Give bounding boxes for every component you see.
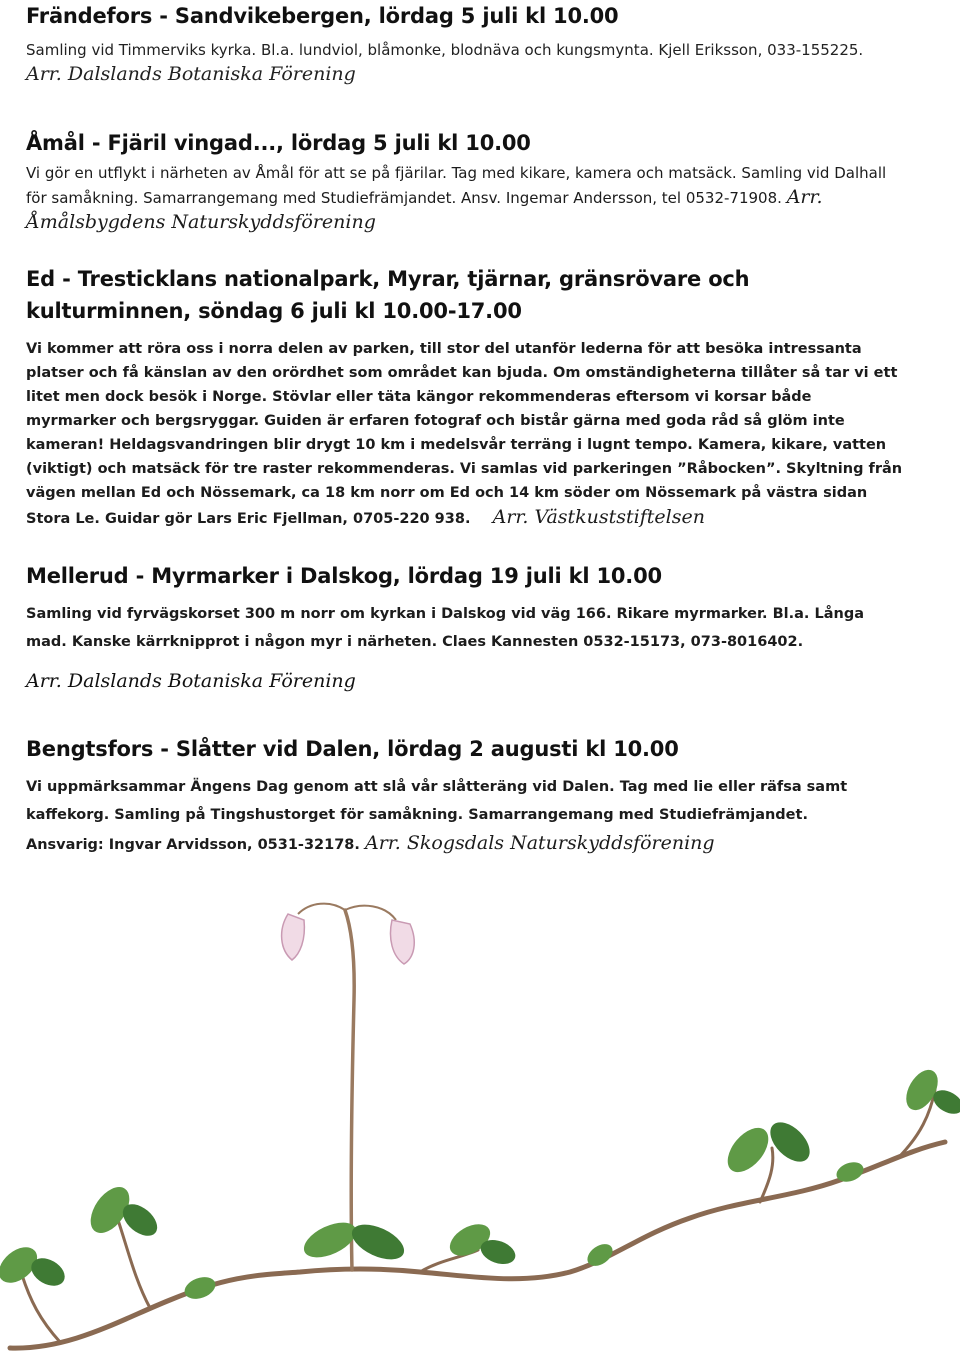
event-organizer: Arr. Dalslands Botaniska Förening — [26, 63, 356, 85]
linnaea-borealis-twinflower-drawing — [0, 880, 960, 1362]
bell-flower — [282, 914, 305, 960]
event-description — [26, 600, 896, 656]
leaf-cluster — [0, 1064, 960, 1302]
event-description — [26, 773, 876, 859]
event-heading: Åmål - Fjäril vingad..., lördag 5 juli kl 10.00 — [26, 131, 531, 155]
event-heading: Mellerud - Myrmarker i Dalskog, lördag 19 juli kl 10.00 — [26, 564, 662, 588]
event-body: Vi kommer att röra oss i norra delen av parken, till stor del utanför lederna för att besöka intressanta platser och få känslan av den orördhet som området kan bjuda. Om omständigheterna tillåter så tar vi ett litet men dock besök i Norge. Stövlar eller täta kängor rekommenderas eftersom vi korsar både myrmarker och bergsryggar. Guiden är erfaren fotograf och bistår gärna med goda råd så glöm inte kameran! Heldagsvandringen blir drygt 10 km i medelsvår terräng i lugnt tempo. Kamera, kikare, vatten (viktigt) och matsäck för tre raster rekommenderas. Vi samlas vid parkeringen ”Råbocken”. Skyltning från vägen mellan Ed och Nössemark, ca 18 km norr om Ed och 14 km söder om Nössemark på västra sidan Stora Le. Guidar gör Lars Eric Fjellman, 0705-220 938. — [26, 341, 903, 527]
event-body: Vi uppmärksammar Ängens Dag genom att slå vår slåtteräng vid Dalen. Tag med lie eller räfsa samt kaffekorg. Samling på Tingshustorget för samåkning. Samarrangemang med Studiefrämjandet. Ansvarig: Ingvar Arvidsson, 0531-32178. — [26, 779, 848, 853]
event-heading: Frändefors - Sandvikebergen, lördag 5 juli kl 10.00 — [26, 4, 619, 28]
event-organizer: Arr. Västkuststiftelsen — [492, 506, 705, 528]
event-organizer: Arr. Dalslands Botaniska Förening — [26, 670, 356, 692]
event-heading: Bengtsfors - Slåtter vid Dalen, lördag 2 augusti kl 10.00 — [26, 737, 679, 761]
flower-stalk — [345, 910, 354, 1270]
pedicel — [298, 904, 345, 914]
event-body: Vi gör en utflykt i närheten av Åmål för att se på fjärilar. Tag med kikare, kamera och matsäck. Samling vid Dalhall för samåkning. Samarrangemang med Studiefrämjandet. Ansv. Ingemar Andersson, tel 0532-71908. — [26, 164, 887, 207]
pedicel — [345, 906, 396, 920]
event-organizer: Arr. Åmålsbygdens Naturskyddsförening — [26, 186, 823, 233]
event-organizer: Arr. Skogsdals Naturskyddsförening — [364, 832, 715, 854]
event-description — [26, 38, 886, 87]
event-ed-tresticklan — [26, 263, 926, 531]
event-bengtsfors — [26, 733, 926, 859]
event-body: Samling vid Timmerviks kyrka. Bl.a. lundviol, blåmonke, blodnäva och kungsmynta. Kjell Eriksson, 033-155225. — [26, 41, 864, 59]
event-description — [26, 337, 906, 531]
event-description — [26, 161, 896, 235]
event-frandefors — [26, 0, 926, 87]
event-amal — [26, 127, 926, 235]
event-body: Samling vid fyrvägskorset 300 m norr om kyrkan i Dalskog vid väg 166. Rikare myrmarker. Bl.a. Långa mad. Kanske kärrknipprot i någon myr i närheten. Claes Kannesten 0532-15173, 073-8016402. — [26, 606, 864, 650]
event-heading: Ed - Tresticklans nationalpark, Myrar, tjärnar, gränsrövare och kulturminnen, söndag 6 juli kl 10.00-17.00 — [26, 267, 750, 323]
bell-flower — [391, 920, 415, 964]
event-mellerud — [26, 560, 926, 692]
